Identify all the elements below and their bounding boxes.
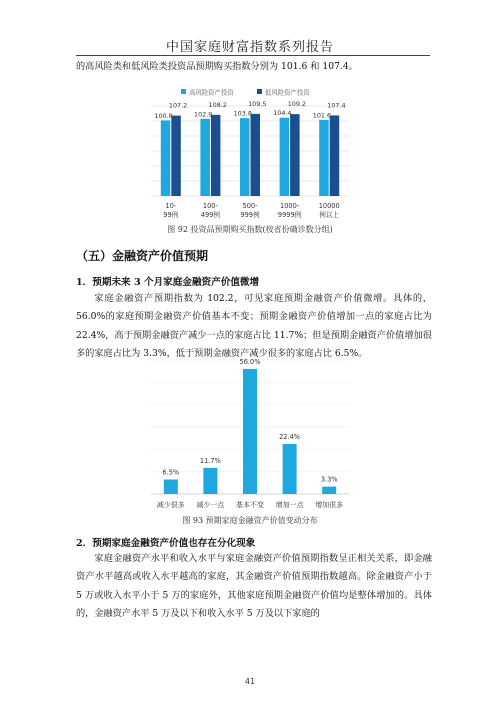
section-title: （五）金融资产价值预期	[76, 249, 209, 263]
subsection-2-title: 2．预期家庭金融资产价值也存在分化现象	[76, 538, 256, 549]
chart1-bar-s0-0	[161, 120, 171, 196]
chart1-bar-s0-1	[200, 119, 210, 196]
chart2-bars	[164, 369, 336, 494]
chart1-bar-s1-2	[251, 114, 261, 196]
chart2-data-label-2: 56.0%	[239, 357, 261, 366]
chart1-data-label-s1-0: 107.2	[168, 101, 188, 110]
chart2-data-label-0: 6.5%	[162, 468, 180, 477]
subsection-1-paragraph: 家庭金融资产预期指数为 102.2，可见家庭预期金融资产价值微增。具体的，56.0%的家庭预期金融资产价值基本不变；预期金融资产价值增加一点的家庭占比为 22.4%，高于预期金融资产减少一点的家庭占比 11.7%；但是预期金融资产价值增加很多的家庭占比为 3.3%，低于预期金融资产减少很多的家庭占比 6.5%。	[76, 293, 432, 360]
chart2-category-label-0: 减少很多	[156, 501, 185, 509]
chart1-data-label-s0-3: 104.4	[273, 109, 292, 118]
chart1-bar-s0-3	[280, 118, 290, 196]
chart1-category-label-1: 100-	[202, 202, 218, 210]
chart2-data-label-3: 22.4%	[279, 432, 301, 441]
subsection-2-paragraph: 家庭金融资产水平和收入水平与家庭金融资产价值预期指数呈正相关关系，即金融资产水平越高或收入水平越高的家庭，其金融资产价值预期指数越高。除金融资产小于 5 万或收入水平小于 5 万的家庭外，其他家庭预期金融资产价值均是整体增加的。具体的，金融资产水平 5 万及以下和收入水平 5 万及以下家庭的	[76, 553, 432, 620]
chart1-bar-s0-4	[319, 120, 329, 196]
figure-92-caption: 图 92 投资品预期购买指数(按省份确诊数分组)	[167, 225, 333, 234]
intro-line: 的高风险类和低风险类投资品预期购买指数分别为 101.6 和 107.4。	[76, 61, 358, 72]
chart2-category-label-3: 增加一点	[275, 501, 304, 509]
chart1-data-label-s0-4: 101.6	[312, 111, 332, 120]
chart1-legend-swatch-1	[257, 89, 262, 94]
chart1-category-label-3: 9999例	[277, 211, 302, 219]
chart1-bar-s1-3	[290, 114, 300, 196]
chart1-bars	[161, 114, 339, 196]
chart2-data-label-1: 11.7%	[199, 456, 221, 465]
chart1-bar-s0-2	[240, 118, 250, 196]
chart1-category-labels	[163, 202, 339, 219]
chart1-legend-label-1: 低风险资产投资	[265, 88, 310, 97]
chart1-data-label-s1-1: 108.2	[208, 100, 227, 109]
chart2-bar-4	[322, 487, 336, 494]
chart1-data-label-s1-3: 109.2	[287, 100, 306, 109]
chart1-category-label-4: 10000	[318, 202, 340, 210]
chart2-category-labels	[157, 500, 343, 509]
figure-93-caption: 图 93 预期家庭金融资产价值变动分布	[182, 516, 318, 525]
chart1-bar-s1-1	[211, 115, 221, 196]
page-header-title: 中国家庭财富指数系列报告	[165, 40, 334, 55]
chart1-bar-s1-4	[330, 115, 340, 196]
chart1-data-label-s1-2: 109.5	[248, 99, 267, 108]
chart1-data-label-s0-0: 100.8	[154, 111, 173, 120]
chart1-legend-label-0: 高风险资产投资	[189, 88, 234, 97]
chart2-data-label-4: 3.3%	[320, 475, 338, 484]
chart1-category-label-0: 10-	[165, 202, 177, 210]
chart2-bar-2	[243, 369, 257, 494]
chart1-data-label-s1-4: 107.4	[327, 101, 346, 110]
chart1-legend	[181, 88, 310, 97]
chart1-category-label-2: 500-	[242, 202, 258, 210]
header-rule	[76, 55, 430, 56]
subsection-1-title: 1．预期未来 3 个月家庭金融资产价值微增	[76, 277, 260, 288]
chart1-data-label-s0-1: 102.9	[194, 110, 213, 119]
chart1-bar-s1-0	[171, 116, 181, 196]
chart1-category-label-4: 例以上	[319, 211, 340, 219]
chart1-data-labels	[154, 100, 345, 120]
chart2-category-label-2: 基本不变	[236, 501, 264, 509]
chart2-category-label-1: 减少一点	[196, 501, 225, 509]
chart1-data-label-s0-2: 103.8	[233, 109, 252, 118]
chart2-category-label-4: 增加很多	[315, 501, 344, 509]
chart2-bar-3	[283, 444, 297, 494]
chart2-bar-0	[164, 479, 178, 494]
chart-investment-purchase-index	[145, 84, 355, 224]
chart1-category-label-1: 499例	[200, 211, 220, 219]
page-number: 41	[244, 677, 256, 686]
chart1-category-label-0: 99例	[163, 211, 179, 219]
chart2-bar-1	[203, 468, 217, 494]
chart1-category-label-3: 1000-	[280, 202, 300, 210]
chart-financial-asset-change-distribution	[145, 344, 355, 514]
chart1-category-label-2: 999例	[240, 211, 260, 219]
chart1-legend-swatch-0	[181, 89, 186, 94]
